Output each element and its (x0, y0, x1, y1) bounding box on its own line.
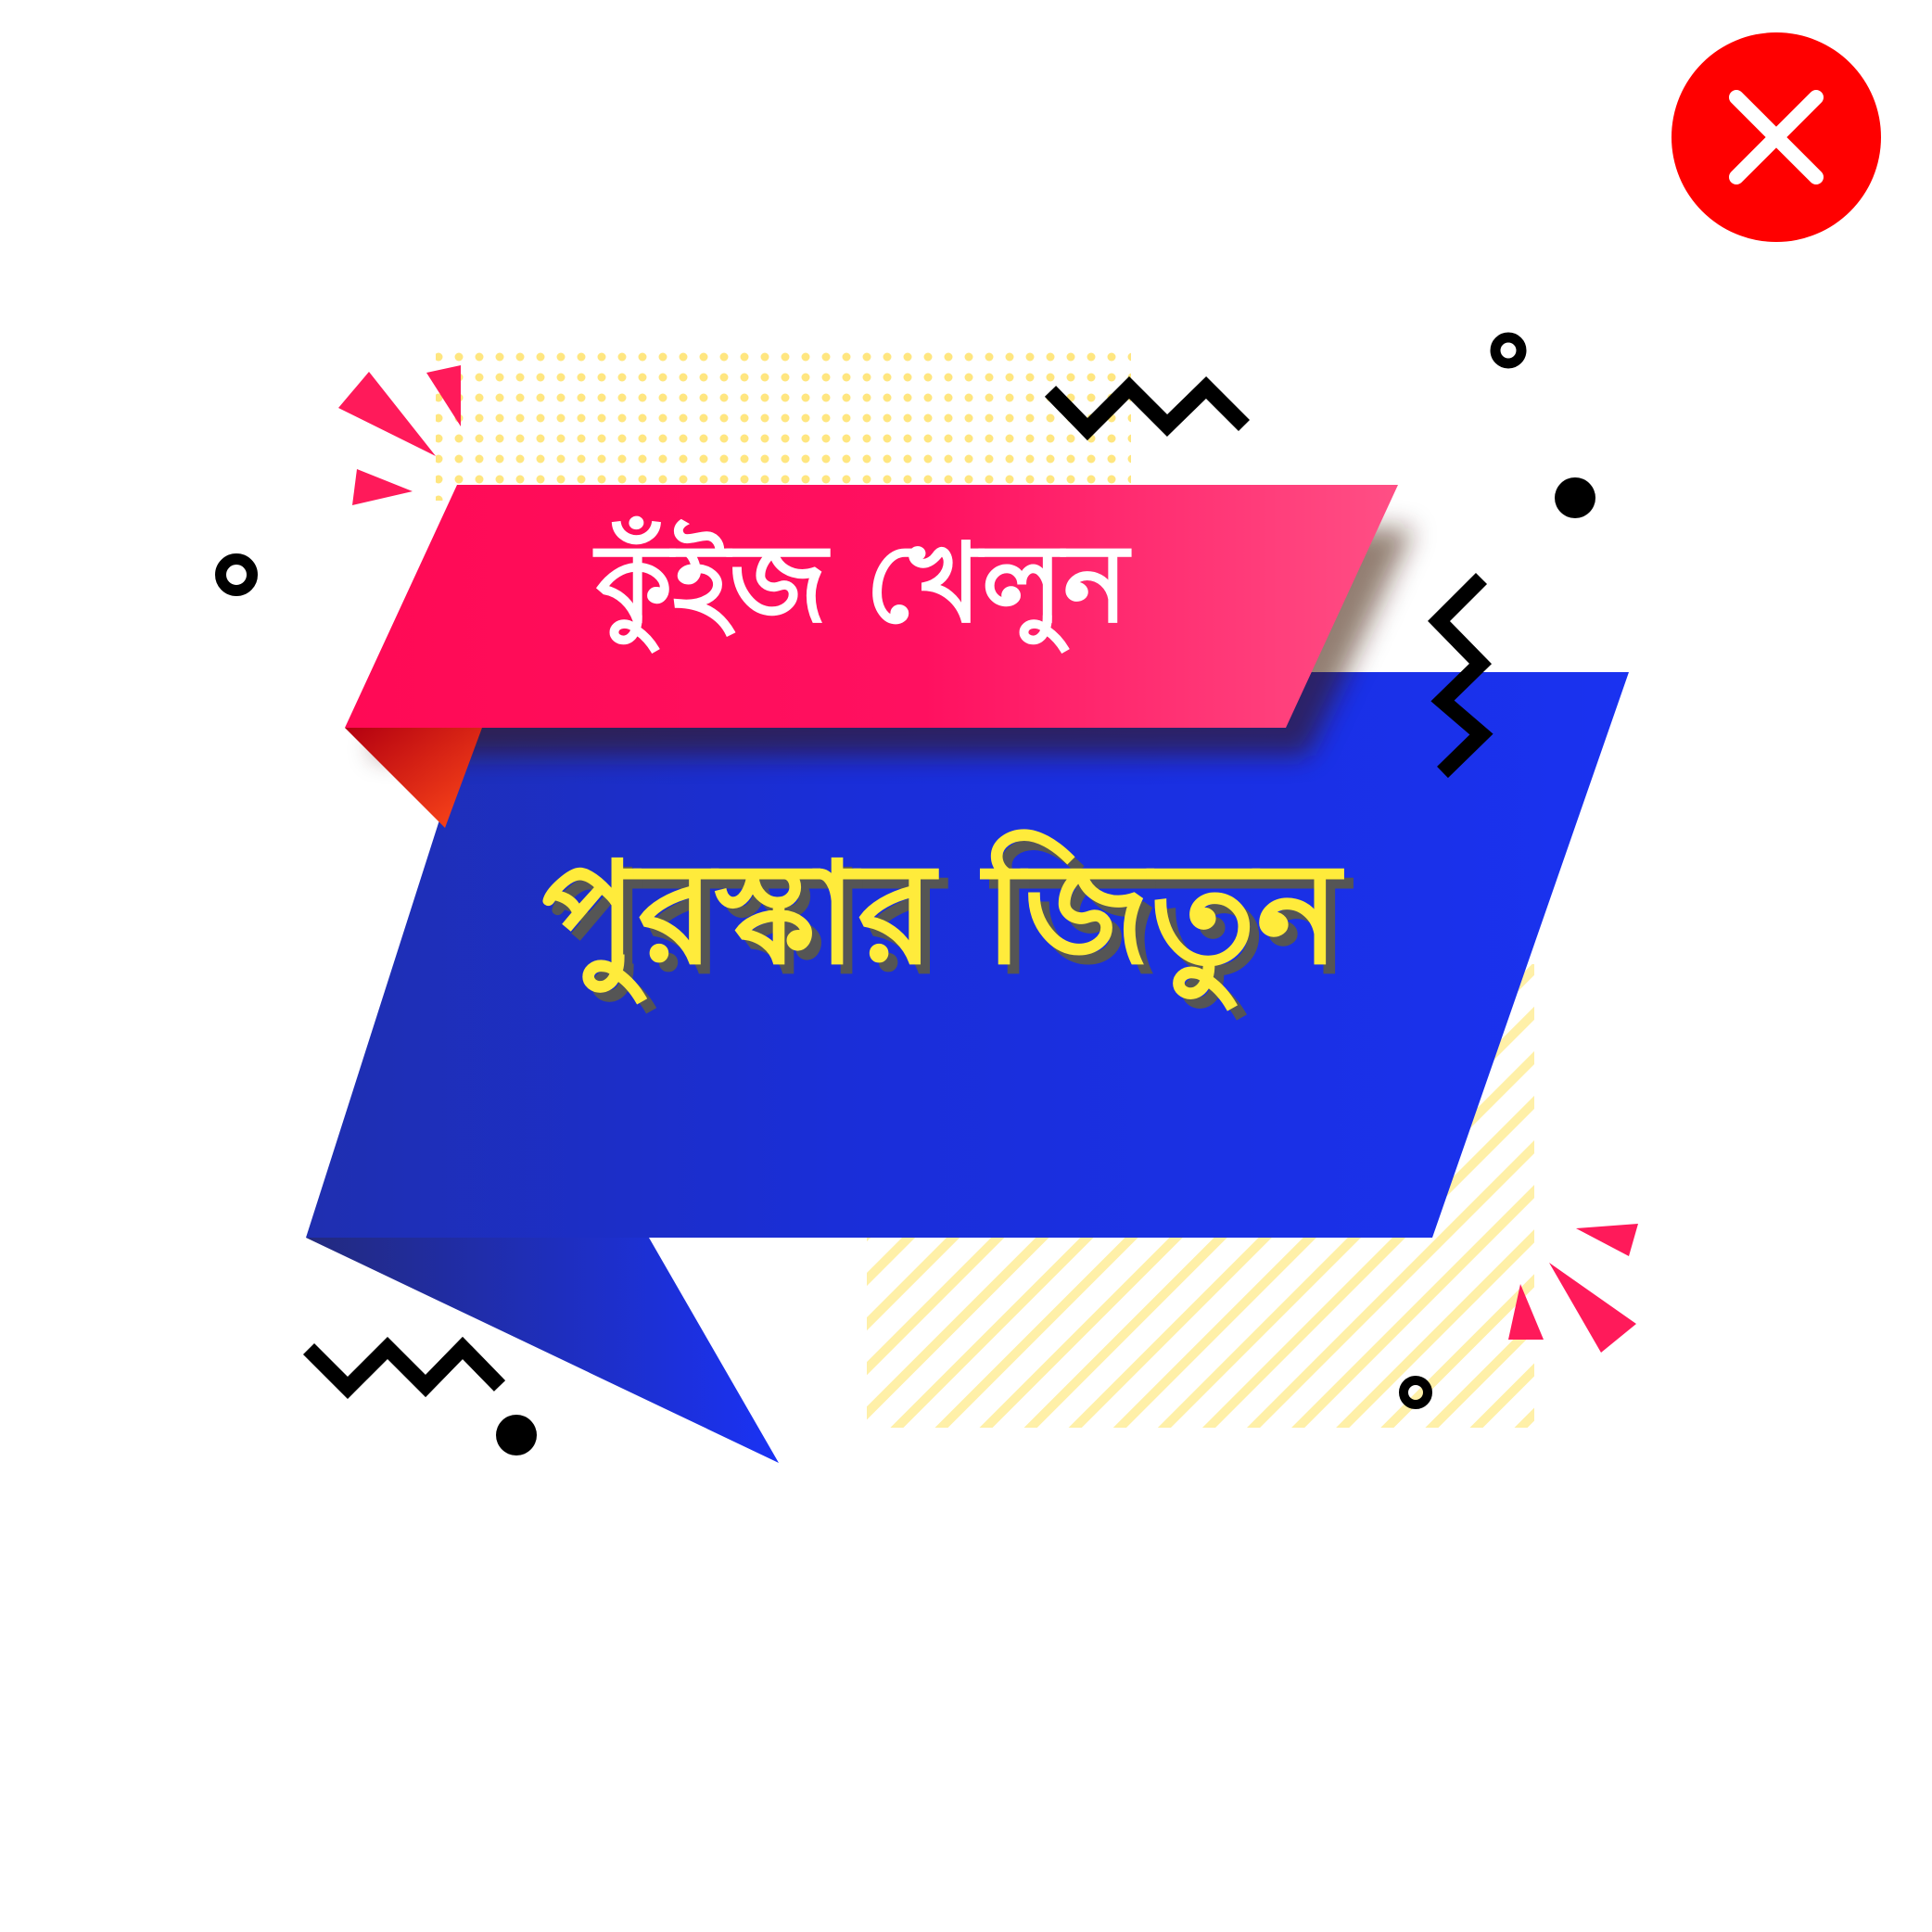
dot-decoration (496, 1415, 537, 1455)
dot-pattern (436, 348, 1131, 501)
close-icon (1671, 32, 1881, 242)
accent-triangle (1576, 1224, 1638, 1256)
accent-triangle (338, 372, 436, 456)
top-banner-label: কুঁইজ খেলুন (595, 519, 1129, 647)
main-banner-label: পুরস্কার জিতুন (541, 832, 1341, 996)
ring-decoration (221, 559, 252, 591)
accent-triangle (352, 469, 413, 505)
dot-decoration (1555, 477, 1595, 518)
close-button[interactable] (1671, 32, 1881, 242)
zigzag-decoration (309, 1348, 500, 1388)
accent-triangle (1549, 1263, 1636, 1353)
ring-decoration (1495, 337, 1521, 363)
